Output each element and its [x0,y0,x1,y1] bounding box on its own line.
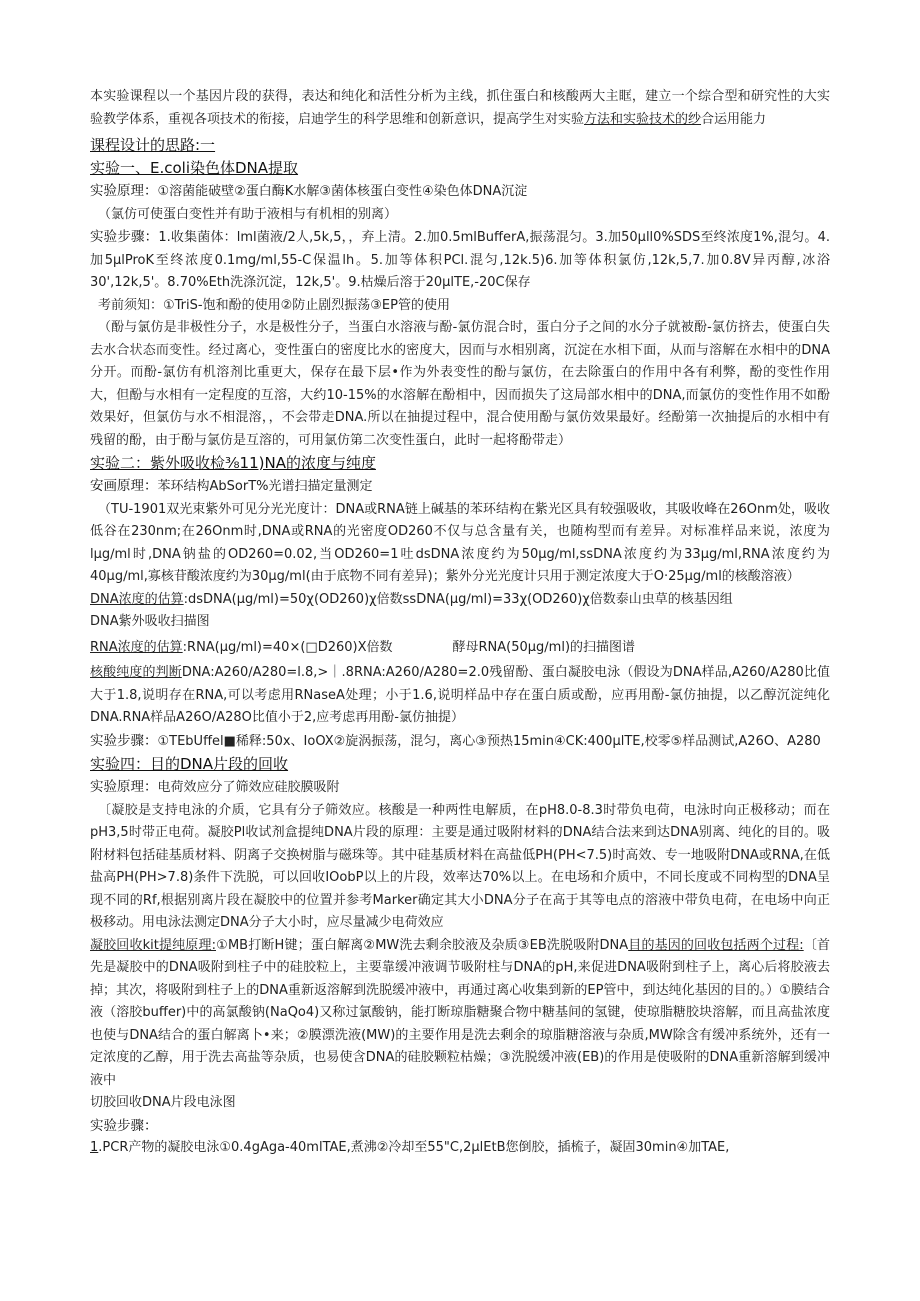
design-heading: 课程设计的思路:一 [90,136,216,154]
exp2-principle-label: 安画原理： [90,478,158,494]
exp4-principle-text: 电荷效应分了筛效应硅胶膜吸附 [157,780,340,795]
document-page [90,86,830,1160]
exp4-principle-label: 实验原理： [90,779,158,795]
exp1-steps [90,226,830,295]
intro-underlined-text: 方法和实验技术的纱 [584,111,702,127]
exp2-principle-text: 苯环结构AbSorT%光谱扫描定量测定 [157,479,373,494]
exp1-principle-note: （氯仿可使蛋白变性并有助于液相与有机相的别离） [98,206,398,222]
exp2-dna-estimate-text: :dsDNA(μg∕ml)=50χ(OD260)χ倍数ssDNA(μg∕ml)=33χ(OD260)χ倍数泰山虫草的核基因组 [183,591,733,607]
exp4-kit-underlined: 目的基因的回收包括两个过程: [628,937,804,953]
exp1-steps-label: 实验步骤： [90,229,159,245]
exp4-figure-caption: 切胶回收DNA片段电泳图 [90,1095,236,1110]
exp1-principle-label: 实验原理： [90,183,158,199]
exp2-rna-estimate [90,637,830,660]
exp2-principle [90,475,830,499]
exp2-rna-estimate-text: :RNA(μg∕ml)=40×(□D260)X倍数 [182,639,393,655]
exp2-purity-label: 核酸纯度的判断 [90,665,182,680]
exp2-rna-estimate-label: RNA浓度的估算 [90,639,183,655]
exp4-step1 [90,1137,830,1160]
exp2-explain: （TU-1901双光束紫外可见分光光度计：DNA或RNA链上碱基的苯环结构在紫光区具有较强吸收，其吸收峰在26Onm处，吸收低谷在230nm;在26Onm时,DNA或RNA的光密度OD260不仅与总含量有关，也随构型而有差异。对标准样品来说，浓度为lμg∕ml时,DNA钠盐的OD260=0.02,当OD260=1吐dsDNA浓度约为50μg∕ml,ssDNA浓度约为33μg∕ml,RNA浓度约为40μg∕ml,寡核苷酸浓度约为30μg∕ml(由于底物不同有差异)；紫外分光光度计只用于测定浓度大于O·25μg∕ml的核酸溶液） [90,501,830,584]
exp1-title: 实验一、E.coli染色体DNA提取 [90,159,299,177]
exp4-step1-text: .PCR产物的凝胶电泳①0.4gAga-40mlTAE,煮沸②冷却至55"C,2μlEtB您倒胶，插梳子，凝固30min④加TAE, [98,1140,730,1155]
exp2-rna-figure-caption: 酵母RNA(50μg∕ml)的扫描图谱 [452,639,636,655]
exp1-principle-text: ①溶菌能破壁②蛋白酶K水解③菌体核蛋白变性④染色体DNA沉淀 [157,184,528,199]
exp4-kit-label: 凝胶回收kit提纯原理: [90,937,216,953]
exp2-steps-label: 实验步骤： [90,732,158,749]
exp1-principle [90,180,830,204]
exp4-kit [90,935,830,1093]
exp1-steps-text: 1.收集菌体：lml菌液/2人,5k,5，，弃上清。2.加0.5mlBufferA,振荡混匀。3.加50μll0%SDS至终浓度1%,混匀。4.加5μlProK至终浓度0.1mg∕ml,55-C保温lh。5.加等体积PCl.混匀,12k.5)6.加等体积氯仿,12k,5,7.加0.8V异丙醇,冰浴30',12k,5'。8.70%Eth洗涤沉淀，12k,5'。9.枯燥后溶于20μlTE,-20C保存 [90,230,830,290]
exp2-purity-text: DNA:A260∕A280=l.8,>｜.8RNA:A260∕A280=2.0残留酚、蛋白凝胶电泳（假设为DNA样品,A260∕A280比值大于1.8,说明存在RNA,可以考虑用RNaseA处理；小于1.6,说明样品中存在蛋白质或酚，应再用酚-氯仿抽提，以乙醇沉淀纯化DNA.RNA样品A26O/A28O比值小于2,应考虑再用酚-氯仿抽提） [90,665,830,725]
exp4-steps-label: 实验步骤： [90,1117,158,1134]
exp1-explain: （酚与氯仿是非极性分子，水是极性分子，当蛋白水溶液与酚-氯仿混合时，蛋白分子之间的水分子就被酚-氯仿挤去，使蛋白失去水合状态而变性。经过离心，变性蛋白的密度比水的密度大，因而与水相别离，沉淀在水相下面，从而与溶解在水相中的DNA分开。而酚-氯仿有机溶剂比重更大，保存在最下层•作为外表变性的酚与氯仿，在去除蛋白的作用中各有利弊，酚的变性作用大，但酚与水相有一定程度的互溶，大约10-15%的水溶解在酚相中，因而损失了这局部水相中的DNA,而氯仿的变性作用不如酚效果好，但氯仿与水不相混溶，，不会带走DNA.所以在抽提过程中，混合使用酚与氯仿效果最好。经酚第一次抽提后的水相中有残留的酚，由于酚与氯仿是互溶的，可用氯仿第二次变性蛋白，此时一起将酚带走） [90,320,830,448]
exp2-steps [90,730,830,754]
exp2-steps-text: ①TEbUffel■稀释:50x、IoOX②旋涡振荡，混匀，离心③预热15min④CK:400μlTE,校零⑤样品测试,A26O、A280 [157,733,821,749]
exp4-title: 实验四：目的DNA片段的回收 [90,755,289,773]
exp1-notes: 考前须知：①TriS-饱和酚的使用②防止剧烈振荡③EP管的使用 [98,297,450,313]
exp2-purity [90,662,830,730]
intro-text: 本实验课程以一个基因片段的获得，表达和纯化和活性分析为主线，抓住蛋白和核酸两大主眶，建立一个综合型和研究性的大实验教学体系，重视各项技术的衔接，启迪学生的科学思维和创新意识，提高学生对实验 [90,89,830,127]
exp4-kit-text: ①MB打断H键；蛋白解离②MW洗去剩余胶液及杂质③EB洗脱吸附DNA [216,937,629,953]
exp2-dna-estimate-label: DNA浓度的估算 [90,591,184,607]
exp4-principle [90,776,830,800]
intro-text-end: 合运用能力 [701,111,767,127]
exp4-kit-explain: 〔首先是凝胶中的DNA吸附到柱子中的硅胶粒上，主要靠缓冲液调节吸附柱与DNA的pH,来促进DNA吸附到柱子上，离心后将胶液去掉；其次，将吸附到柱子上的DNA重新返溶解到洗脱缓冲液中，再通过离心收集到新的EP管中，到达纯化基因的目的。）①膜结合液（溶胶buffer)中的高氯酸钠(NaQo4)又称过氯酸钠，能打断琼脂糖聚合物中糖基间的氢键，使琼脂糖胶块溶解，而且高盐浓度也使与DNA结合的蛋白解离卜•来；②膜漂洗液(MW)的主要作用是洗去剩余的琼脂糖溶液与杂质,MW除含有缓冲系统外，还有一定浓度的乙醇，用于洗去高盐等杂质，也易使含DNA的硅胶颗粒枯燥；③洗脱缓冲液(EB)的作用是使吸附的DNA重新溶解到缓冲液中 [90,937,830,1088]
exp2-dna-estimate [90,589,830,612]
exp4-explain: 〔凝胶是支持电泳的介质，它具有分子筛效应。核酸是一种两性电解质，在pH8.0-8.3时带负电荷，电泳时向正极移动；而在pH3,5时带正电荷。凝胶Pl收试剂盒提纯DNA片段的原理：主要是通过吸附材料的DNA结合法来到达DNA别离、纯化的目的。吸附材料包括硅基质材料、阴离子交换树脂与磁珠等。其中硅基质材料在高盐低PH(PH<7.5)时高效、专一地吸附DNA或RNA,在低盐高PH(PH>7.8)条件下洗脱，可以回收IOobP以上的片段，效率达70%以上。在电场和介质中，不同长度或不同构型的DNA呈现不同的Rf,根据别离片段在凝胶中的位置并参考Marker确定其大小DNA分子在高于其等电点的溶液中带负电荷，在电场中向正极移动。用电泳法测定DNA分子大小时，应尽量减少电荷效应 [90,802,830,930]
exp2-title: 实验二：紫外吸收检⅜11)NA的浓度与纯度 [90,454,376,472]
exp2-dna-figure-caption: DNA紫外吸收扫描图 [90,614,210,629]
exp4-step1-number: 1 [90,1140,99,1155]
intro-paragraph [90,86,830,131]
